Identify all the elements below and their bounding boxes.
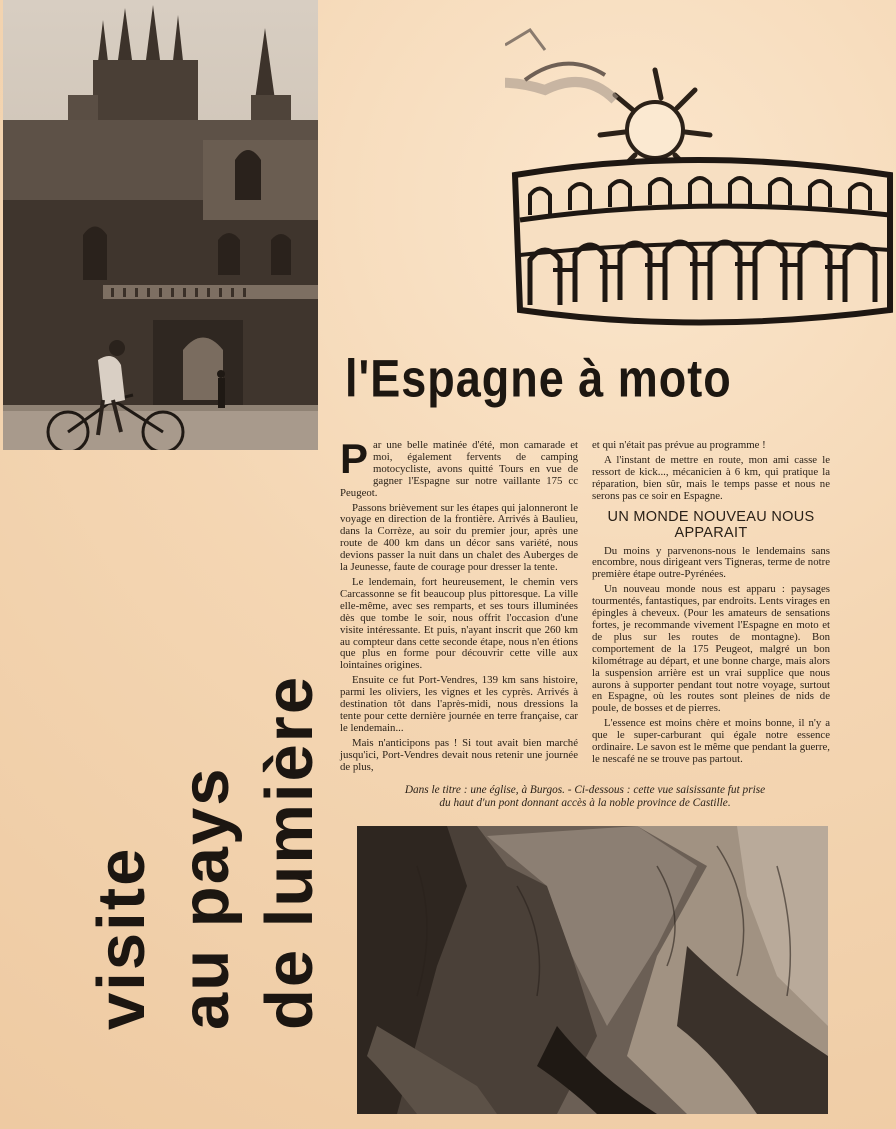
vertical-title-line-1: visite (84, 846, 159, 1030)
article-column-left (340, 435, 578, 773)
arena-sketch (505, 10, 893, 338)
vertical-title (80, 675, 332, 1030)
article-paragraph-9: Un nouveau monde nous est apparu : paysages tourmentés, fantastiques, par endroits. Lents virages en épingles à cheveux. (Pour les amateurs de sensations fortes, je recommande vivement l'Espagne en moto et de plus sur les routes de montagne). Bon comportement de la 175 Peugeot, malgré un bon kilométrage au départ, et une bonne charge, mais alors la suspension arrière est un vrai supplice que nous aurons à supporter pendant tout notre voyage, surtout en Espagne, où les routes sont pleines de nids de poule, de bosses et de pierres. (592, 583, 830, 715)
article-paragraph-7: A l'instant de mettre en route, mon ami casse le ressort de kick..., mécanicien à 6 km, qui pratique la réparation, bien sûr, mais le temps passe et nous ne serons pas ce soir en Espagne. (592, 453, 830, 502)
article-paragraph-2: Passons brièvement sur les étapes qui jalonneront le voyage en direction de la frontière. Arrivés à Baulieu, dans la Corrèze, au soir du premier jour, après une route de 400 km dans un décor sans variété, nous devions passer la nuit dans un chalet des Auberges de la Jeunesse, faute de courage pour dresser la tente. (340, 501, 578, 574)
headline: l'Espagne à moto (345, 348, 732, 409)
article-column-right (592, 440, 830, 770)
vertical-title-line-3: de lumière (252, 674, 327, 1030)
gorge-photo (357, 826, 828, 1114)
article-paragraph-4: Ensuite ce fut Port-Vendres, 139 km sans histoire, parmi les oliviers, les vignes et les cyprès. Arrivés à destination tôt dans l'après-midi, nous dressions la tente pour cette dernière journée en terre française, car le lendemain... (340, 674, 578, 734)
cathedral-illustration (3, 0, 318, 450)
article-paragraph-3: Le lendemain, fort heureusement, le chemin vers Carcassonne se fit beaucoup plus pittoresque. La ville elle-même, avec ses remparts, et ses tours illuminées dès que tombe le soir, nous offrit l'occasion d'une visite intéressante. Et puis, n'ayant inscrit que 260 km au compteur dans cette seconde étape, nous n'en étions que plus en forme pour découvrir cette ville aux lointaines origines. (340, 575, 578, 672)
gorge-illustration (357, 826, 828, 1114)
vertical-title-line-2: au pays (168, 766, 243, 1030)
article-paragraph-5: Mais n'anticipons pas ! Si tout avait bien marché jusqu'ici, Port-Vendres devait nous retenir une journée de plus, (340, 736, 578, 773)
sun-sketch (600, 70, 710, 170)
article-paragraph-8: Du moins y parvenons-nous le lendemains sans encombre, nous dirigeant vers Tigneras, terme de notre première étape outre-Pyrénées. (592, 544, 830, 581)
article-paragraph-1-text: ar une belle matinée d'été, mon camarade et moi, également fervents de camping motocycliste, avons quitté Tours en vue de gagner l'Espagne sur notre vaillante 175 cc Peugeot. (340, 439, 578, 499)
article-paragraph-6: et qui n'était pas prévue au programme ! (592, 439, 766, 451)
article-paragraph-10: L'essence est moins chère et moins bonne, il n'y a que le super-carburant qui égale notre essence ordinaire. Le savon est le même que pendant la guerre, le nescafé ne se trouve pas partout. (592, 717, 830, 765)
article-paragraph-1 (340, 435, 578, 500)
cathedral-photo (3, 0, 318, 450)
dropcap: P (340, 435, 369, 482)
photo-caption: Dans le titre : une église, à Burgos. - Ci-dessous : cette vue saisissante fut prise du haut d'un pont donnant accès à la noble province de Castille. (404, 784, 766, 809)
article-subhead: UN MONDE NOUVEAU NOUS APPARAIT (607, 508, 815, 541)
